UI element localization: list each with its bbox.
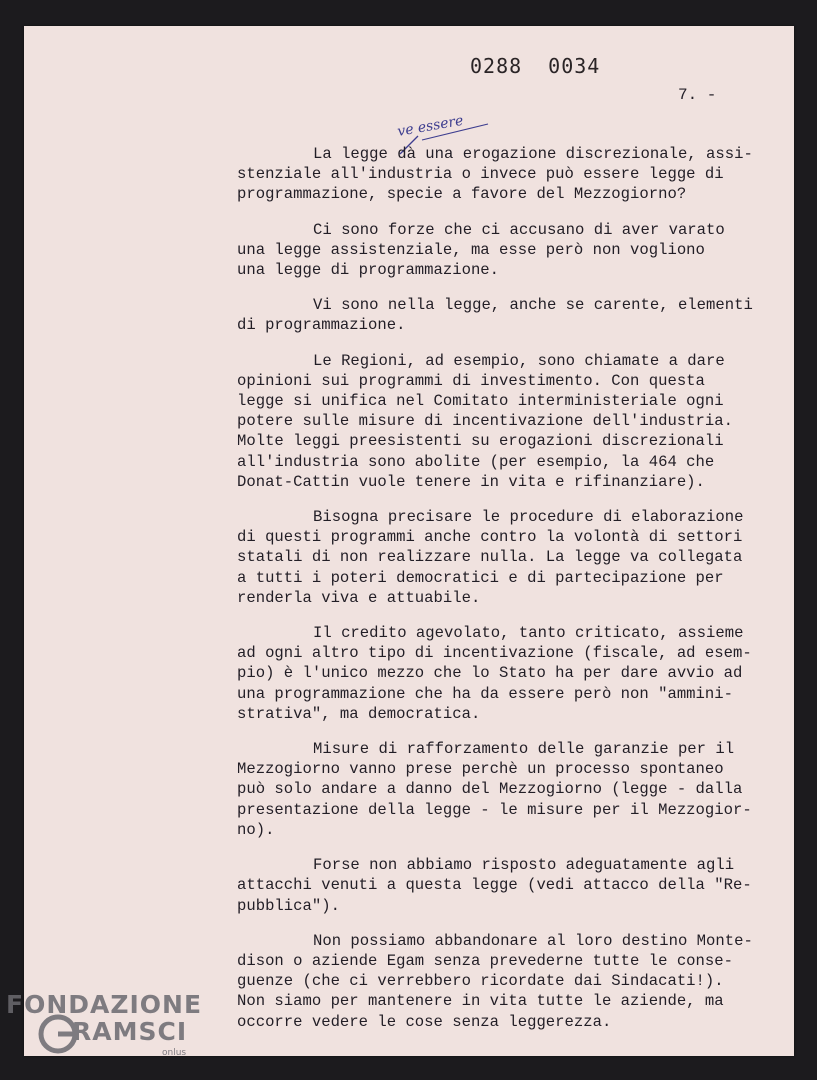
paragraph	[237, 507, 777, 608]
text-line: dison o aziende Egam senza prevederne tutte le conse-	[237, 951, 733, 970]
text-line: La legge dà una erogazione discrezionale, assi-	[313, 145, 753, 163]
text-line: Molte leggi preesistenti su erogazioni discrezionali	[237, 432, 724, 451]
text-line: ad ogni altro tipo di incentivazione (fiscale, ad esem-	[237, 644, 752, 663]
text-line: no).	[237, 820, 275, 839]
paragraph	[237, 855, 777, 916]
text-line: una legge assistenziale, ma esse però non vogliono	[237, 240, 705, 259]
paragraph	[237, 220, 777, 281]
text-line: a tutti i poteri democratici e di partecipazione per	[237, 568, 724, 587]
text-line: Donat-Cattin vuole tenere in vita e rifinanziare).	[237, 472, 705, 491]
text-line: Bisogna precisare le procedure di elaborazione	[313, 508, 744, 527]
text-line: Vi sono nella legge, anche se carente, elementi	[313, 296, 753, 315]
text-line: Ci sono forze che ci accusano di aver varato	[313, 220, 725, 239]
text-line: strativa", ma democratica.	[237, 704, 481, 723]
document-body	[237, 144, 777, 1047]
text-line: renderla viva e attuabile.	[237, 588, 481, 607]
text-line: Misure di rafforzamento delle garanzie per il	[313, 740, 735, 759]
watermark-g-logo-icon	[36, 1012, 80, 1056]
text-line: occorre vedere le cose senza leggerezza.	[237, 1012, 612, 1031]
text-line: stenziale all'industria o invece può essere legge di	[237, 165, 724, 184]
text-line: guenze (che ci verrebbero ricordate dai Sindacati!).	[237, 972, 724, 991]
paragraph	[237, 623, 777, 724]
text-line: una legge di programmazione.	[237, 261, 500, 280]
text-line: Il credito agevolato, tanto criticato, assieme	[313, 624, 744, 643]
text-line: può solo andare a danno del Mezzogiorno (legge - dalla	[237, 780, 743, 799]
paragraph	[237, 144, 777, 205]
text-line: legge si unifica nel Comitato interministeriale ogni	[237, 392, 724, 411]
archive-code-b: 0034	[548, 54, 601, 78]
text-line: presentazione della legge - le misure per il Mezzogior-	[237, 800, 752, 819]
page-number: 7. -	[678, 86, 717, 104]
text-line: Le Regioni, ad esempio, sono chiamate a dare	[313, 351, 725, 370]
text-line: di questi programmi anche contro la volontà di settori	[237, 528, 743, 547]
text-line: opinioni sui programmi di investimento. Con questa	[237, 371, 705, 390]
handwritten-annotation: ve essere	[396, 112, 465, 140]
text-line: pio) è l'unico mezzo che lo Stato ha per dare avvio ad	[237, 664, 743, 683]
text-line: Mezzogiorno vanno prese perchè un processo spontaneo	[237, 760, 724, 779]
text-line: programmazione, specie a favore del Mezzogiorno?	[237, 185, 687, 204]
text-line: all'industria sono abolite (per esempio, la 464 che	[237, 452, 715, 471]
archive-code-a: 0288	[470, 54, 523, 78]
text-line: Forse non abbiamo risposto adeguatamente agli	[313, 856, 735, 875]
text-line: Non siamo per mantenere in vita tutte le aziende, ma	[237, 992, 724, 1011]
watermark-suffix: onlus	[162, 1048, 187, 1058]
paragraph	[237, 295, 777, 335]
paragraph	[237, 931, 777, 1032]
fondazione-gramsci-watermark	[6, 990, 203, 1058]
watermark-line2: RAMSCI	[72, 1017, 188, 1046]
text-line: potere sulle misure di incentivazione dell'industria.	[237, 412, 733, 431]
text-line: attacchi venuti a questa legge (vedi attacco della "Re-	[237, 876, 752, 895]
paragraph	[237, 351, 777, 492]
text-line: pubblica").	[237, 896, 340, 915]
paragraph	[237, 739, 777, 840]
watermark-line1: FONDAZIONE	[6, 990, 203, 1019]
text-line: una programmazione che ha da essere però non "ammini-	[237, 684, 733, 703]
text-line: Non possiamo abbandonare al loro destino Monte-	[313, 931, 753, 950]
archive-code	[470, 54, 600, 78]
text-line: statali di non realizzare nulla. La legge va collegata	[237, 548, 743, 567]
text-line: di programmazione.	[237, 316, 406, 335]
